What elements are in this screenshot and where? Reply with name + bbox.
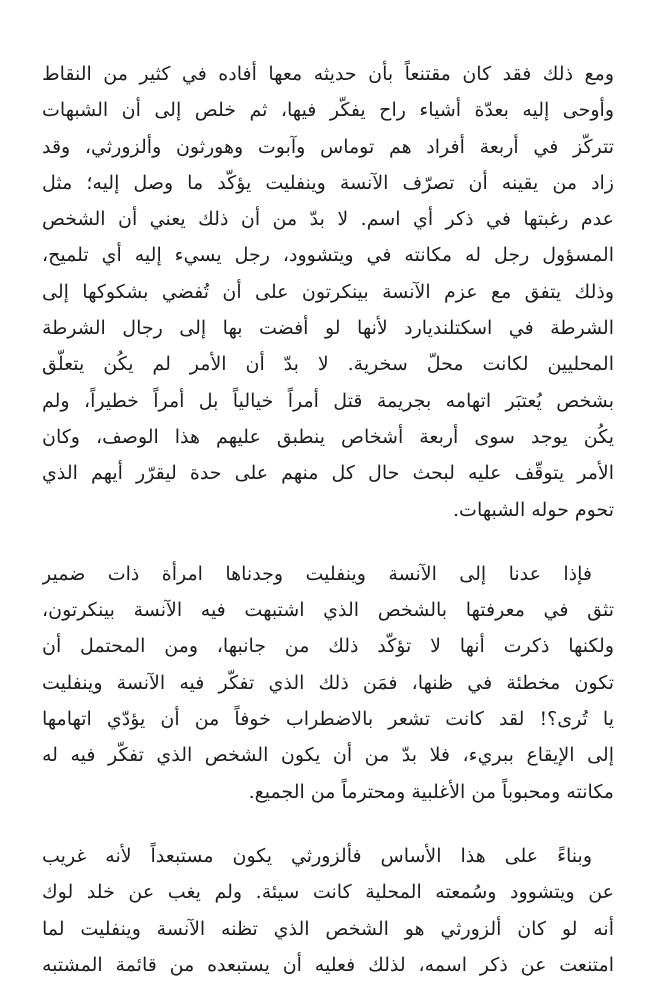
paragraph-3	[42, 838, 614, 983]
text-line: المسؤول رجل له مكانته في ويتشوود، رجل يسيء إليه أي تلميح،	[42, 244, 614, 267]
text-line: يا تُرى؟! لقد كانت تشعر بالاضطراب خوفاً من أن يؤدّي اتهامها	[42, 708, 614, 731]
text-line: ولكنها ذكرت أنها لا تؤكّد ذلك من جانبها، ومن المحتمل أن	[42, 635, 614, 658]
text-line: وبناءً على هذا الأساس فألزورثي يكون مستبعداً لأنه غريب	[42, 844, 592, 867]
text-line: امتنعت عن ذكر اسمه، لذلك فعليه أن يستبعده من قائمة المشتبه	[42, 953, 614, 976]
text-line: تحوم حوله الشبهات.	[453, 498, 614, 521]
text-line: المحليين لكانت محلّ سخرية. لا بدّ أن الأمر لم يكُن يتعلّق	[42, 353, 614, 376]
text-line: بشخص يُعتبَر اتهامه بجريمة قتل أمراً خيالياً بل أمراً خطيراً، ولم	[42, 389, 614, 412]
text-line: يكُن يوجد سوى أربعة أشخاص ينطبق عليهم هذا الوصف، وكان	[42, 425, 614, 448]
text-line: إلى الإيقاع ببريء، فلا بدّ من أن يكون الشخص الذي تفكّر فيه له	[42, 744, 614, 767]
text-line: وذلك يتفق مع عزم الآنسة بينكرتون على أن تُفضي بشكوكها إلى	[42, 280, 614, 303]
text-line: تتركّز في أربعة أفراد هم توماس وآبوت وهورثون وألزورثي، وقد	[42, 135, 614, 158]
text-line: فإذا عدنا إلى الآنسة وينفليت وجدناها امرأة ذات ضمير	[42, 562, 592, 585]
text-line: أنه لو كان ألزورثي هو الشخص الذي تظنه الآنسة وينفليت لما	[42, 917, 614, 940]
book-page	[42, 56, 614, 983]
text-line: ومع ذلك فقد كان مقتنعاً بأن حديثه معها أفاده في كثير من النقاط	[42, 63, 614, 85]
text-line: تثق في معرفتها بالشخص الذي اشتبهت فيه الآنسة بينكرتون،	[42, 599, 614, 622]
text-line: عن ويتشوود وسُمعته المحلية كانت سيئة. ولم يغب عن خلد لوك	[42, 881, 614, 904]
text-line: وأوحى إليه بعدّة أشياء راح يفكّر فيها، ثم خلص إلى أن الشبهات	[42, 99, 614, 122]
text-line: زاد من يقينه أن تصرّف الآنسة وينفليت يؤكّد ما وصل إليه؛ مثل	[42, 171, 614, 194]
paragraph-1	[42, 56, 614, 528]
text-line: تكون مخطئة في ظنها، فمَن ذلك الذي تفكّر فيه الآنسة وينفليت	[42, 671, 614, 694]
text-line: عدم رغبتها في ذكر أي اسم. لا بدّ من أن ذلك يعني أن الشخص	[42, 208, 614, 231]
text-line: الشرطة في اسكتلنديارد لأنها لو أفضت بها إلى رجال الشرطة	[42, 317, 614, 340]
text-line: الأمر يتوقّف عليه لبحث حال كل منهم على حدة ليقرّر أيهم الذي	[42, 462, 614, 485]
paragraph-2	[42, 556, 614, 810]
text-line: مكانته ومحبوباً من الأغلبية ومحترماً من الجميع.	[248, 780, 614, 803]
